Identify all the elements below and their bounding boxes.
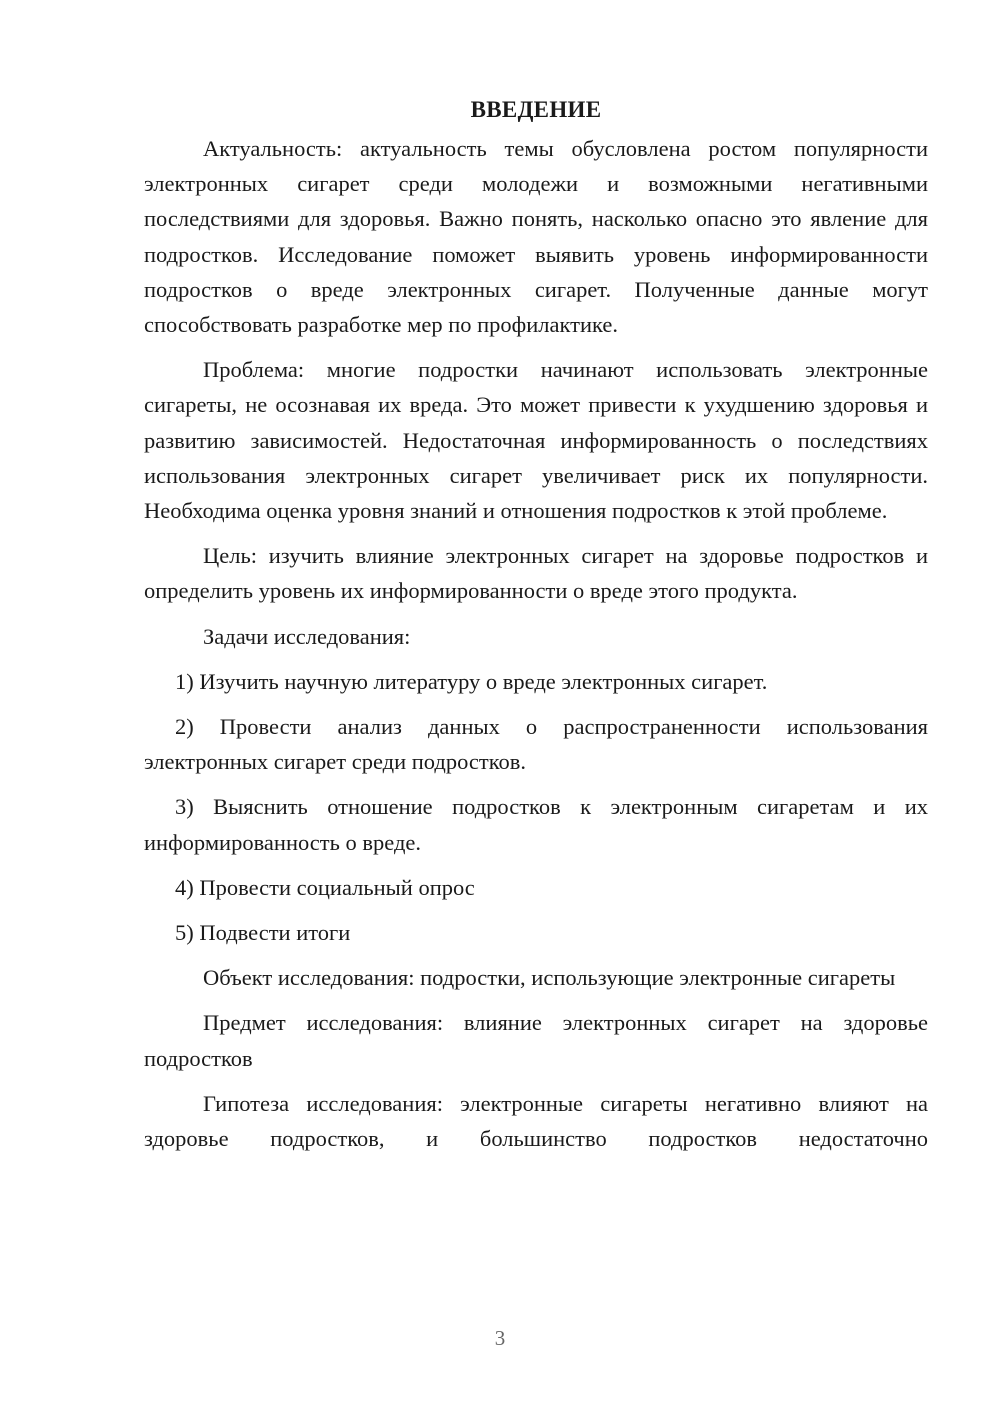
paragraph-relevance: Актуальность: актуальность темы обусловлена ростом популярности электронных сигарет среди молодежи и возможными негативными последствиями для здоровья. Важно понять, насколько опасно это явление для подростков. Исследование поможет выявить уровень информированности подростков о вреде электронных сигарет. Полученные данные могут способствовать разработке мер по профилактике. (144, 136, 928, 338)
task-item: 4) Провести социальный опрос (175, 874, 475, 900)
task-item: 2) Провести анализ данных о распространенности использования электронных сигарет среди подростков. (144, 714, 928, 775)
paragraph-hypothesis: Гипотеза исследования: электронные сигареты негативно влияют на здоровье подростков, и большинство подростков недостаточно (144, 1090, 928, 1152)
paragraph-subject: Предмет исследования: влияние электронных сигарет на здоровье подростков (144, 1010, 928, 1071)
section-heading: ВВЕДЕНИЕ (470, 97, 602, 122)
task-item: 1) Изучить научную литературу о вреде электронных сигарет. (175, 668, 768, 694)
task-item: 3) Выяснить отношение подростков к электронным сигаретам и их информированность о вреде. (144, 794, 928, 855)
task-item: 5) Подвести итоги (175, 920, 351, 946)
document-page (144, 92, 928, 1156)
page-number: 3 (494, 1326, 506, 1350)
paragraph-object: Объект исследования: подростки, использующие электронные сигареты (203, 965, 896, 991)
paragraph-problem: Проблема: многие подростки начинают использовать электронные сигареты, не осознавая их вреда. Это может привести к ухудшению здоровья и развитию зависимостей. Недостаточная информированность о последствиях использования электронных сигарет увеличивает риск их популярности. Необходима оценка уровня знаний и отношения подростков к этой проблеме. (144, 357, 928, 524)
paragraph-goal: Цель: изучить влияние электронных сигарет на здоровье подростков и определить уровень их информированности о вреде этого продукта. (144, 543, 928, 604)
tasks-title: Задачи исследования: (203, 623, 411, 649)
